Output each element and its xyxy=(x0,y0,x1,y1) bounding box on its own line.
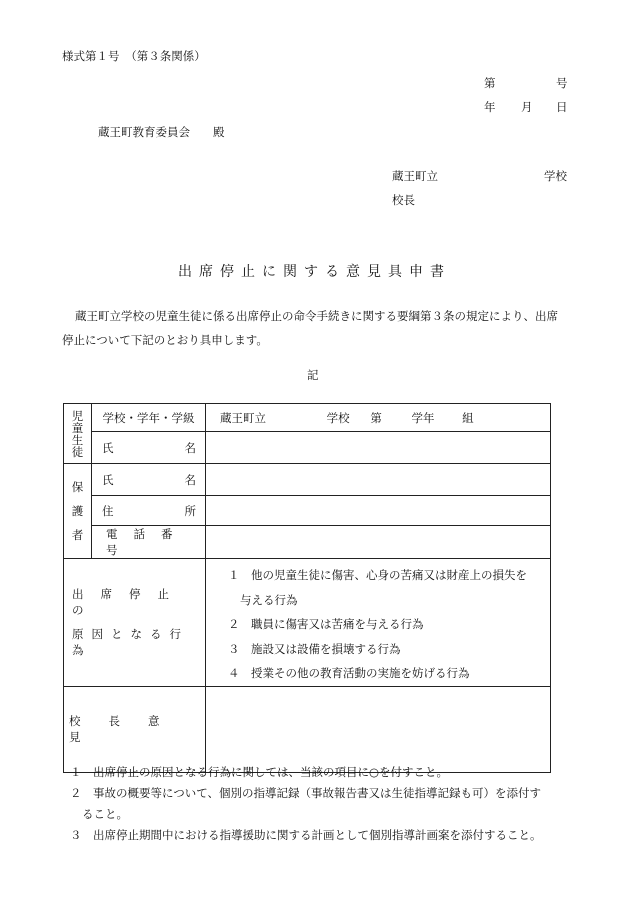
date-day: 日 xyxy=(556,100,568,114)
principal-opinion-value[interactable] xyxy=(206,686,551,772)
form-number: 様式第１号 （第３条関係） xyxy=(62,49,206,63)
phone-label-text: 電話番号 xyxy=(106,527,189,557)
form-table xyxy=(63,403,551,773)
student-name-label: 氏 名 xyxy=(92,432,206,464)
ki-heading: 記 xyxy=(307,368,319,382)
student-group-label: 児童生徒 xyxy=(64,404,92,464)
reason-item-1-cont: 与える行為 xyxy=(240,592,298,607)
note-2-cont: ること。 xyxy=(82,807,128,821)
note-1: １ 出席停止の原因となる行為に関しては、当該の項目に○を付すこと。 xyxy=(70,765,449,779)
grade-dai: 第 xyxy=(370,410,382,425)
note-3: ３ 出席停止期間中における指導援助に関する計画として個別指導計画案を添付すること。 xyxy=(70,828,542,842)
reason-label-line-2: 原因となる行為 xyxy=(72,627,189,658)
reason-options[interactable] xyxy=(206,559,551,687)
reason-item-4[interactable]: ４ 授業その他の教育活動の実施を妨げる行為 xyxy=(228,666,470,680)
note-2: ２ 事故の概要等について、個別の指導記録（事故報告書又は生徒指導記録も可）を添付す xyxy=(70,786,542,800)
doc-number-prefix: 第 xyxy=(484,76,496,90)
guardian-name-value[interactable] xyxy=(206,464,551,496)
school-suffix: 学校 xyxy=(326,410,350,425)
grade-suffix: 学年 xyxy=(411,410,435,425)
student-name-value[interactable] xyxy=(206,432,551,464)
reason-item-2[interactable]: ２ 職員に傷害又は苦痛を与える行為 xyxy=(228,617,424,631)
school-grade-class-label: 学校・学年・学級 xyxy=(92,404,206,432)
reason-item-1[interactable]: １ 他の児童生徒に傷害、心身の苦痛又は財産上の損失を xyxy=(228,568,527,582)
guardian-address-value[interactable] xyxy=(206,496,551,526)
body-paragraph xyxy=(62,304,562,352)
school-prefix: 蔵王町立 xyxy=(220,410,266,425)
guardian-address-label: 住 所 xyxy=(92,496,206,526)
school-grade-class-value[interactable] xyxy=(206,404,551,432)
reason-label-line-1: 出席停止の xyxy=(72,587,186,618)
notes xyxy=(70,762,542,846)
reason-label xyxy=(64,559,206,687)
body-line-1: 蔵王町立学校の児童生徒に係る出席停止の命令手続きに関する要綱第３条の規定により、出席 xyxy=(75,309,558,323)
body-line-2: 停止について下記のとおり具申します。 xyxy=(62,333,268,347)
class-suffix: 組 xyxy=(462,410,474,425)
doc-number-suffix: 号 xyxy=(556,76,568,90)
document-title: 出席停止に関する意見具申書 xyxy=(178,264,451,280)
date-month: 月 xyxy=(521,100,533,114)
guardian-phone-value[interactable] xyxy=(206,526,551,559)
addressee: 蔵王町教育委員会 殿 xyxy=(98,125,225,139)
reason-item-3[interactable]: ３ 施設又は設備を損壊する行為 xyxy=(228,641,401,656)
guardian-phone-label xyxy=(92,526,206,559)
date-year: 年 xyxy=(484,100,496,114)
sender-school-prefix: 蔵王町立 xyxy=(392,169,438,183)
guardian-name-label: 氏 名 xyxy=(92,464,206,496)
principal-opinion-label: 校長意見 xyxy=(64,686,206,772)
sender-principal: 校長 xyxy=(392,193,415,207)
guardian-group-label: 保護者 xyxy=(64,464,92,559)
sender-school-suffix: 学校 xyxy=(544,169,567,183)
